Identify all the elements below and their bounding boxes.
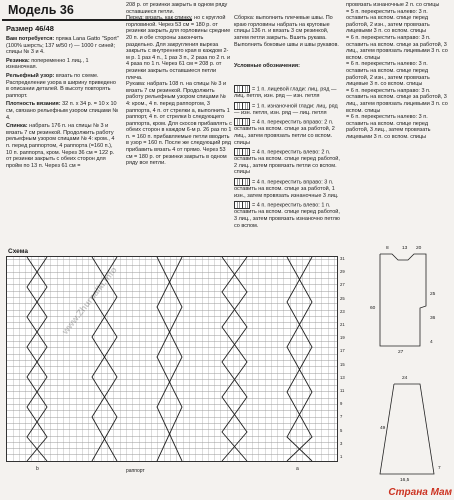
instructions-column-2: 208 р. от резинки закрыть в одном ряду оставшиеся петли. Перед: вязать, как спинку, но с круглой горловиной. Через 53 см = 180 р. от резинки закрыть для горловины средние 20 п. и обе стороны закончить раздельно. Для закругления выреза закрыть с внутреннего края в каждом 2-м р. 1 раз 4 п., 1 раз 3 п., 2 раза по 2 п. и 4 раза по 1 п. Через 61 см = 208 р. от резинки закрыть оставшиеся петли плеча. Рукава: набрать 108 п. на спицы № 3 и вязать 7 см резинкой. Продолжить работу рельефным узором спицами № 4: кром., 4 п. перед раппортом, 3 раппорта, 4 п. от стрелки a, выполнить 1 раппорт, 4 п. от стрелки b следующего раппорта, кром. Для скосов прибавлять с обеих сторон в каждом 6-м р. 26 раз по 1 п. = 160 п. прибавляемые петли вводить в узор = 160 п. После же следующий ряд прибавить вязать 4 от прямо. Через 53 см = 180 р. от резинки закрыть в одном ряду все петли. bbox=[126, 2, 232, 167]
garment-outline bbox=[350, 246, 454, 486]
arrow-b-label: b bbox=[36, 466, 39, 472]
legend-text: = 1 п. лицевой глади: лиц. ряд — лиц. петля, изн. ряд — изн. петля bbox=[234, 86, 339, 100]
legend-symbol-icon bbox=[234, 85, 250, 93]
schema-label: Схема bbox=[8, 248, 29, 255]
legend-text: = 1 п. изнаночной глади: лиц. ряд — изн. петля, изн. ряд — лиц. петля bbox=[234, 103, 340, 116]
row-number: 17 bbox=[340, 348, 345, 354]
paragraph-heading: Плотность вязания: bbox=[6, 101, 61, 108]
paragraph-body: пряжа Lana Gatto "Sport" (100% шерсть; 137 м/50 г) — 1000 г синей; спицы № 3 и 4. bbox=[6, 36, 121, 56]
materials-column bbox=[6, 36, 120, 171]
row-number: 25 bbox=[340, 295, 345, 301]
legend-item bbox=[234, 118, 342, 146]
dim-back-side-1: 25 bbox=[430, 292, 436, 297]
dim-back-top-3: 20 bbox=[416, 246, 422, 251]
row-number: 9 bbox=[340, 401, 343, 407]
dim-sleeve-side-2: 7 bbox=[438, 466, 441, 471]
legend-item bbox=[234, 85, 342, 100]
row-number: 7 bbox=[340, 414, 343, 420]
size-label: Размер 46/48 bbox=[6, 24, 54, 33]
row-number: 31 bbox=[340, 256, 345, 261]
legend-item bbox=[234, 178, 342, 199]
legend-list bbox=[234, 85, 342, 229]
legend-text: = 4 п. перекрестить вправо: 2 п. оставить на вспом. спице за работой, 2 лиц., затем провязать петли со вспом. спицы bbox=[234, 119, 337, 146]
raport-label: раппорт bbox=[126, 468, 145, 474]
materials-paragraph bbox=[6, 123, 120, 169]
row-number: 27 bbox=[340, 282, 345, 288]
row-number: 23 bbox=[340, 308, 345, 314]
row-number: 15 bbox=[340, 361, 345, 367]
paragraph-body: 32 п. х 34 р. = 10 х 10 см, связано рельефным узором спицами № 4. bbox=[6, 101, 120, 121]
chart-grid bbox=[6, 256, 338, 462]
dim-back-top-1: 8 bbox=[386, 246, 389, 251]
cable-lines bbox=[7, 257, 337, 461]
model-title: Модель 36 bbox=[8, 3, 74, 17]
paragraph-body: попеременно 1 лиц., 1 изнаночная. bbox=[6, 57, 91, 71]
dim-back-side-2: 36 bbox=[430, 316, 436, 321]
legend-item bbox=[234, 201, 342, 229]
dim-sleeve-top: 24 bbox=[402, 376, 408, 381]
arrow-a-label: a bbox=[296, 466, 299, 472]
legend-symbol-icon bbox=[234, 102, 250, 110]
paragraph-heading: Спинка: bbox=[6, 123, 28, 130]
assembly-column bbox=[234, 2, 342, 244]
materials-paragraph bbox=[6, 73, 120, 99]
row-number: 11 bbox=[340, 388, 345, 393]
site-logo: Страна Мам bbox=[388, 487, 452, 498]
dim-back-side-3: 60 bbox=[370, 306, 376, 311]
paragraph-body: вязать по схеме. Распределение узора в ширину приведено в описании деталей. В высоту повторять раппорт. bbox=[6, 72, 118, 99]
assembly-text: Сборка: выполнить плечевые швы. По краю горловины набрать на круговые спицы 136 п. и вязать 3 см резинкой, затем петли закрыть. Вшить рукава. Выполнить боковые швы и швы рукавов. bbox=[234, 15, 339, 48]
dim-sleeve-bottom: 16,5 bbox=[400, 478, 410, 483]
paragraph-heading: Рельефный узор: bbox=[6, 72, 55, 79]
materials-paragraph bbox=[6, 36, 120, 56]
materials-paragraph bbox=[6, 58, 120, 71]
legend-symbol-icon bbox=[234, 178, 250, 186]
row-number: 19 bbox=[340, 335, 345, 341]
legend-item bbox=[234, 102, 342, 117]
row-number: 21 bbox=[340, 322, 345, 327]
paragraph-heading: Вам потребуется: bbox=[6, 36, 55, 42]
garment-diagram bbox=[350, 246, 454, 486]
dim-back-bottom: 27 bbox=[398, 350, 404, 355]
row-number: 13 bbox=[340, 374, 345, 380]
dim-back-top-2: 13 bbox=[402, 246, 408, 251]
row-number: 3 bbox=[340, 440, 343, 446]
legend-text: = 4 п. перекрестить вправо: 3 п. оставить на вспом. спице за работой, 1 изн., затем провязать изнаночные 3 лиц. bbox=[234, 179, 339, 199]
dim-back-side-4: 4 bbox=[430, 340, 433, 345]
row-number: 5 bbox=[340, 427, 343, 433]
legend-column-4: провязать изнаночные 2 п. со спицы = 5 п. перекрестить налево: 3 п. оставить на вспом. спице перед работой, 2 изн., затем провязать лицевыми 3 п. со вспом. спицы = 6 п. перекрестить направо: 3 п. оставить на вспом. спице за работой, 3 лиц., затем провязать лицевыми 3 п. со вспом. спицы = 6 п. перекрестить налево: 3 п. оставить на вспом. спице перед работой, 2 изн., затем провязать лицевые 3 п. со вспом. спицы = 6 п. перекрестить направо: 3 п. оставить на вспом. спице за работой, 3 лиц., затем провязать лицевыми 3 п. со вспом. спицы = 6 п. перекрестить налево: 3 п. оставить на вспом. спице перед работой, 3 лиц., затем провязать лицевыми 3 п. со вспом. спицы bbox=[346, 2, 448, 140]
paragraph-body: набрать 176 п. на спицы № 3 и вязать 7 см резинкой. Продолжить работу рельефным узором спицами № 4: кром., 4 п. перед раппортом, 4 раппорта (=160 п.), 10 п. раппорта, кром. Через 36 см = 122 р. от резинки закрыть с обеих сторон для пройм по 13 п. Через 61 см = bbox=[6, 123, 117, 169]
materials-paragraph bbox=[6, 101, 120, 121]
knitting-chart bbox=[6, 256, 346, 478]
dim-sleeve-side-1: 49 bbox=[380, 426, 386, 431]
row-number: 29 bbox=[340, 269, 345, 275]
paragraph-heading: Резинка: bbox=[6, 57, 30, 64]
legend-item bbox=[234, 148, 342, 176]
watermark: www.Zhurnalki.info bbox=[60, 264, 119, 337]
row-number: 1 bbox=[340, 454, 343, 459]
legend-title: Условные обозначения: bbox=[234, 63, 300, 70]
legend-text: = 4 п. перекрестить влево: 1 п. оставить на вспом. спице перед работой, 3 лиц., затем провязать изнаночно петлю со вспом. bbox=[234, 202, 342, 229]
legend-text: = 4 п. перекрестить влево: 2 п. оставить на вспом. спице перед работой, 2 лиц., затем провязать петли со вспом. спицы bbox=[234, 149, 342, 176]
